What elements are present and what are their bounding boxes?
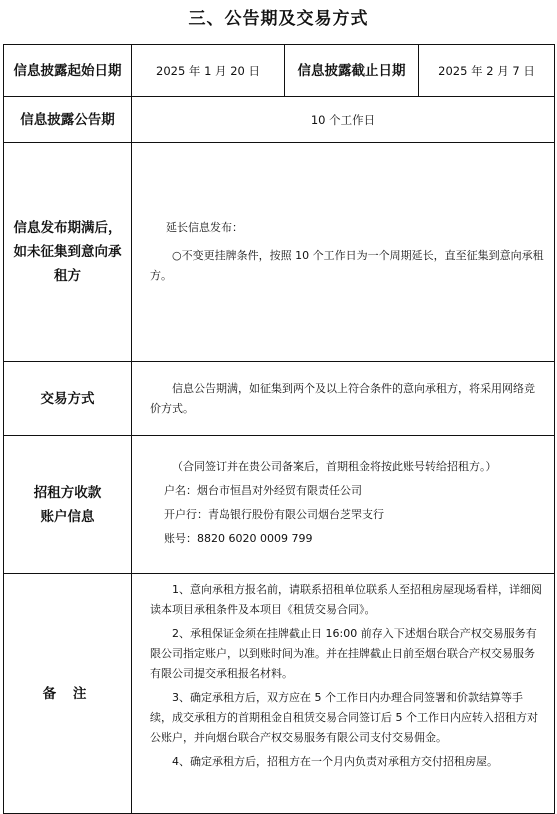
account-bank: 开户行：青岛银行股份有限公司烟台芝罘支行: [164, 507, 384, 521]
table-row: [4, 97, 555, 143]
end-date-label: 信息披露截止日期: [285, 45, 419, 97]
account-cell: [132, 436, 555, 574]
start-date-value: 2025 年 1 月 20 日: [132, 45, 285, 97]
period-label: 信息披露公告期: [4, 97, 132, 143]
end-date-value: 2025 年 2 月 7 日: [419, 45, 555, 97]
start-date-label: 信息披露起始日期: [4, 45, 132, 97]
account-number: 账号：8820 6020 0009 799: [164, 531, 313, 545]
note-item: 4、确定承租方后，招租方在一个月内负责对承租方交付招租房屋。: [172, 755, 498, 768]
table-row: [4, 574, 555, 814]
account-name: 户名：烟台市恒昌对外经贸有限责任公司: [164, 483, 362, 497]
note-item: 3、确定承租方后，双方应在 5 个工作日内办理合同签署和价款结算等手续，成交承租方的首期租金自租赁交易合同签订后 5 个工作日内应转入招租方对公账户，并向烟台联合产权交易服务有限公司支付交易佣金。: [150, 691, 538, 744]
note-item: 2、承租保证金须在挂牌截止日 16:00 前存入下述烟台联合产权交易服务有限公司指定账户，以到账时间为准。并在挂牌截止日前至烟台联合产权交易服务有限公司提交承租报名材料。: [150, 627, 537, 680]
note-item: 1、意向承租方报名前，请联系招租单位联系人至招租房屋现场看样，详细阅读本项目承租条件及本项目《租赁交易合同》。: [150, 583, 542, 616]
extension-cell: [132, 143, 555, 362]
period-value: 10 个工作日: [132, 97, 555, 143]
method-text: [132, 362, 555, 436]
table-row: [4, 362, 555, 436]
table-row: [4, 143, 555, 362]
extension-label: 信息发布期满后，如未征集到意向承租方: [4, 143, 132, 362]
account-label-line-2: 账户信息: [40, 508, 95, 525]
extension-text: ○不变更挂牌条件，按照 10 个工作日为一个周期延长，直至征集到意向承租方。: [150, 249, 544, 282]
method-label: 交易方式: [4, 362, 132, 436]
table-row: [4, 45, 555, 97]
account-note: （合同签订并在贵公司备案后，首期租金将按此账号转给招租方。）: [172, 459, 497, 473]
account-label-line-1: 招租方收款: [33, 484, 102, 501]
method-paragraph: 信息公告期满，如征集到两个及以上符合条件的意向承租方，将采用网络竞价方式。: [150, 381, 535, 415]
table-row: [4, 436, 555, 574]
extension-heading: 延长信息发布：: [166, 221, 243, 234]
notes-label: 备 注: [4, 574, 132, 814]
account-label: [4, 436, 132, 574]
page-title: 三、公告期及交易方式: [188, 9, 369, 29]
announcement-table: [3, 44, 555, 814]
notes-cell: [132, 574, 555, 814]
